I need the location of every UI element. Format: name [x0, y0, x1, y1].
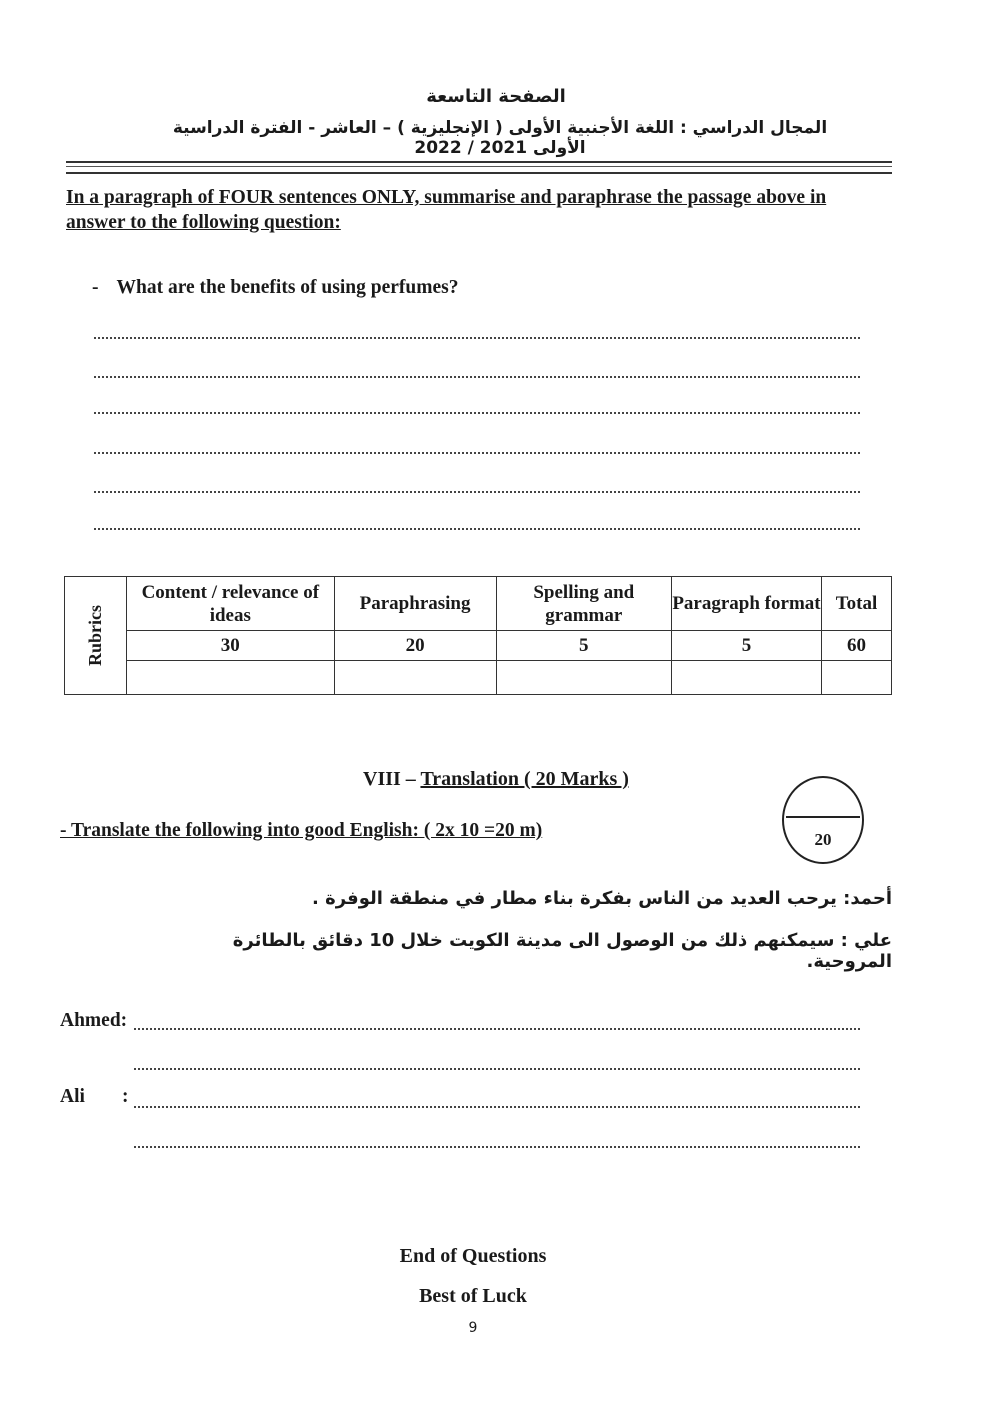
rubric-mark: 20 [334, 631, 496, 661]
ahmed-answer-line[interactable] [134, 1064, 860, 1070]
question-dash: - [92, 277, 99, 298]
end-of-questions: End of Questions [399, 1245, 547, 1267]
score-circle-value: 20 [814, 830, 832, 849]
answer-line[interactable] [94, 333, 860, 339]
answer-line[interactable] [94, 487, 860, 493]
rubric-score-cell[interactable] [821, 661, 891, 695]
rubric-table [64, 576, 892, 695]
rubric-score-cell[interactable] [334, 661, 496, 695]
rubric-header: Paraphrasing [334, 577, 496, 631]
answer-line[interactable] [94, 372, 860, 378]
rubric-mark: 60 [821, 631, 891, 661]
header-divider [66, 172, 892, 174]
rubric-label-cell [65, 577, 127, 695]
section-number: VIII – [363, 768, 416, 790]
rubric-header: Paragraph format [672, 577, 822, 631]
question-text: What are the benefits of using perfumes? [116, 277, 459, 298]
arabic-sentence-ali: علي : سيمكنهم ذلك من الوصول الى مدينة الكويت خلال 10 دقائق بالطائرة المروحية. [232, 930, 892, 972]
rubric-score-cell[interactable] [496, 661, 671, 695]
score-circle [782, 776, 864, 864]
ali-label: Ali [60, 1086, 85, 1107]
best-of-luck: Best of Luck [419, 1285, 527, 1307]
rubric-label: Rubrics [85, 604, 106, 667]
page-number: 9 [468, 1320, 478, 1336]
rubric-score-cell[interactable] [127, 661, 335, 695]
rubric-mark: 5 [496, 631, 671, 661]
ali-colon: : [122, 1086, 129, 1107]
summary-instruction: In a paragraph of FOUR sentences ONLY, summarise and paraphrase the passage above in answer to the following question: [66, 187, 827, 233]
header-divider [66, 161, 892, 163]
rubric-mark: 5 [672, 631, 822, 661]
subject-line-arabic: المجال الدراسي : اللغة الأجنبية الأولى ( الإنجليزية ) – العاشر - الفترة الدراسية الأولى 2021 / 2022 [172, 118, 828, 158]
rubric-score-cell[interactable] [672, 661, 822, 695]
rubric-mark: 30 [127, 631, 335, 661]
section-title-text: Translation ( 20 Marks ) [420, 768, 629, 790]
rubric-header: Total [821, 577, 891, 631]
summary-question [92, 277, 458, 299]
score-circle-divider [786, 816, 860, 818]
rubric-header: Spelling and grammar [496, 577, 671, 631]
ahmed-label: Ahmed: [60, 1010, 128, 1031]
answer-line[interactable] [94, 448, 860, 454]
answer-line[interactable] [94, 524, 860, 530]
answer-line[interactable] [94, 408, 860, 414]
ahmed-answer-line[interactable] [134, 1024, 860, 1030]
translation-instruction: - Translate the following into good English: ( 2x 10 =20 m) [60, 820, 543, 841]
arabic-sentence-ahmed: أحمد: يرحب العديد من الناس بفكرة بناء مطار في منطقة الوفرة . [311, 888, 892, 909]
header-divider [66, 166, 892, 167]
ali-answer-line[interactable] [134, 1102, 860, 1108]
page-label-arabic: الصفحة التاسعة [426, 86, 566, 107]
rubric-header: Content / relevance of ideas [127, 577, 335, 631]
ali-answer-line[interactable] [134, 1142, 860, 1148]
